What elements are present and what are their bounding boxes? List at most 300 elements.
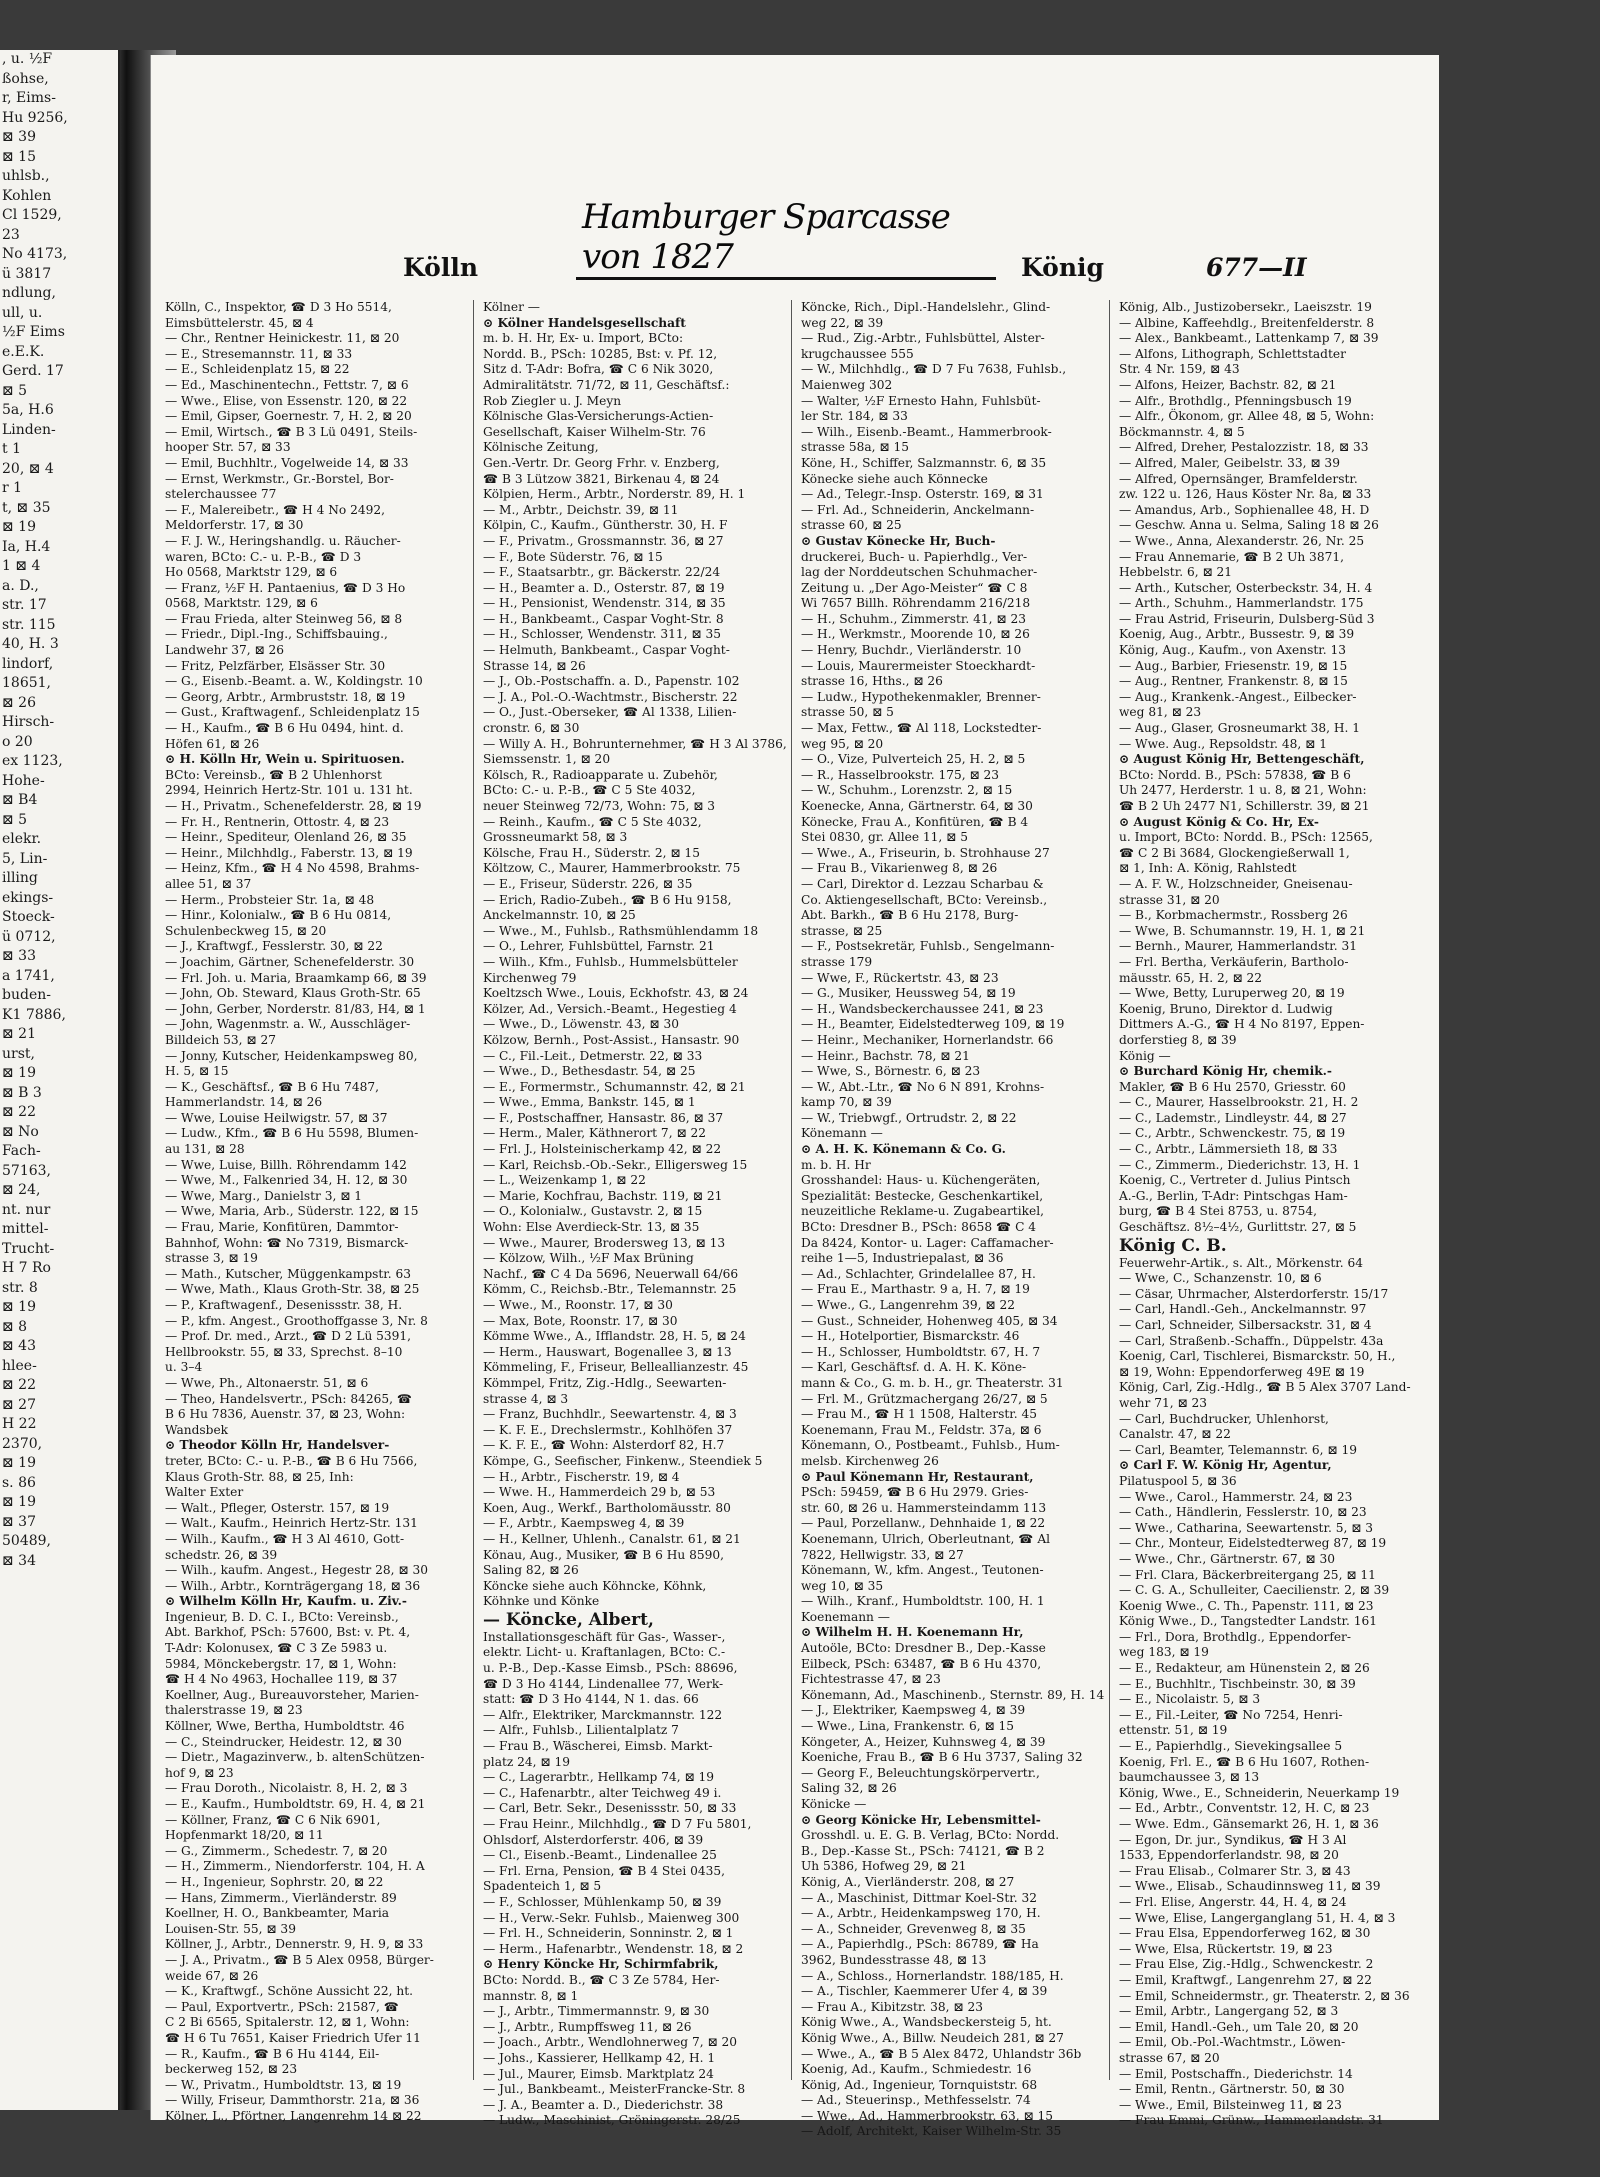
directory-entry-line: u. Import, BCto: Nordd. B., PSch: 12565, <box>1119 830 1373 845</box>
directory-entry-line: Admiralitätstr. 71/72, ⊠ 11, Geschäftsf.: <box>483 377 730 392</box>
directory-entry-line: — H., Wandsbeckerchaussee 241, ⊠ 23 <box>801 1001 1044 1016</box>
left-page-line: ⊠ 33 <box>2 948 36 964</box>
directory-entry-line: Landwehr 37, ⊠ 26 <box>165 643 285 658</box>
directory-entry-line: Siemssenstr. 1, ⊠ 20 <box>483 752 611 767</box>
directory-entry-line: Installationsgeschäft für Gas-, Wasser-, <box>483 1629 726 1644</box>
directory-entry-line: — Frl. J., Holsteinischerkamp 42, ⊠ 22 <box>483 1142 722 1157</box>
left-page-line: ⊠ 5 <box>2 811 28 828</box>
directory-entry-line: elektr. Licht- u. Kraftanlagen, BCto: C.- <box>483 1645 726 1660</box>
directory-entry-line: — A., Papierhdlg., PSch: 86789, ☎ Ha <box>801 1937 1039 1952</box>
directory-entry-line: Autoöle, BCto: Dresdner B., Dep.-Kasse <box>801 1641 1046 1656</box>
directory-entry-line: neuzeitliche Reklame-u. Zugabeartikel, <box>801 1204 1044 1219</box>
directory-entry-line: König C. B. <box>1119 1235 1227 1256</box>
left-page-line: str. 17 <box>2 597 47 613</box>
directory-entry-line: — H., Zimmerm., Niendorferstr. 104, H. A <box>165 1859 425 1874</box>
directory-column-3 <box>797 300 1110 2139</box>
left-page-line: str. 115 <box>2 616 56 633</box>
directory-entry-line: stelerchaussee 77 <box>165 487 277 502</box>
directory-entry-line: — Wwe., Anna, Alexanderstr. 26, Nr. 25 <box>1119 533 1365 548</box>
directory-entry-line: — Cath., Händlerin, Fesslerstr. 10, ⊠ 23 <box>1119 1505 1367 1520</box>
left-page-line: ⊠ 5 <box>2 382 28 399</box>
left-page-line: Hirsch- <box>2 714 55 730</box>
directory-entry-line: Nordd. B., PSch: 10285, Bst: v. Pf. 12, <box>483 346 718 361</box>
directory-entry-line: ⊙ Theodor Kölln Hr, Handelsver- <box>165 1438 390 1453</box>
directory-entry-line: — Aug., Glaser, Grosneumarkt 38, H. 1 <box>1119 721 1360 736</box>
page-number: 677—II <box>1206 253 1307 282</box>
directory-entry-line: ⊙ A. H. K. Könemann & Co. G. <box>801 1142 1006 1157</box>
left-page-line: ⊠ No <box>2 1123 39 1140</box>
directory-entry-line: — E., Kaufm., Humboldtstr. 69, H. 4, ⊠ 21 <box>165 1797 426 1811</box>
directory-entry-line: Koellner, H. O., Bankbeamter, Maria <box>165 1906 390 1921</box>
directory-entry-line: — Frau Else, Zig.-Hdlg., Schwenckestr. 2 <box>1119 1957 1374 1972</box>
directory-entry-line: Uh 2477, Herderstr. 1 u. 8, ⊠ 21, Wohn: <box>1119 783 1367 798</box>
directory-entry-line: — Wwe, Maria, Arb., Süderstr. 122, ⊠ 15 <box>165 1204 419 1219</box>
directory-entry-line: — O., Vize, Pulverteich 25, H. 2, ⊠ 5 <box>801 752 1026 767</box>
directory-entry-line: — Georg F., Beleuchtungskörpervertr., <box>801 1765 1040 1780</box>
directory-entry-line: — Frl. Joh. u. Maria, Braamkamp 66, ⊠ 39 <box>165 970 427 985</box>
directory-entry-line: Koenig, Carl, Tischlerei, Bismarckstr. 50, H., <box>1119 1349 1396 1364</box>
directory-entry-line: — Franz, Buchhdlr., Seewartenstr. 4, ⊠ 3 <box>483 1407 737 1422</box>
left-page-line: ⊠ 19 <box>2 519 36 535</box>
directory-entry-line: — E., Formermstr., Schumannstr. 42, ⊠ 21 <box>483 1079 746 1094</box>
directory-entry-line: Wandsbek <box>165 1422 229 1437</box>
left-page-line: str. 8 <box>2 1279 38 1296</box>
directory-entry-line: — Adolf, Architekt, Kaiser Wilhelm-Str. 35 <box>801 2124 1062 2139</box>
left-page-line: ü 0712, <box>2 928 56 945</box>
directory-entry-line: — E., Nicolaistr. 5, ⊠ 3 <box>1119 1692 1261 1707</box>
directory-entry-line: u. 3–4 <box>165 1360 203 1375</box>
directory-entry-line: — Amandus, Arb., Sophienallee 48, H. D <box>1119 502 1370 517</box>
directory-entry-line: — Max, Bote, Roonstr. 17, ⊠ 30 <box>483 1313 678 1328</box>
directory-entry-line: Kölner — <box>483 300 540 314</box>
directory-entry-line: — Wwe, C., Schanzenstr. 10, ⊠ 6 <box>1119 1271 1322 1286</box>
directory-entry-line: — Wwe. Aug., Repsoldstr. 48, ⊠ 1 <box>1119 736 1328 751</box>
directory-entry-line: — Wwe., D., Löwenstr. 43, ⊠ 30 <box>483 1017 679 1032</box>
directory-entry-line: — H., Pensionist, Wendenstr. 314, ⊠ 35 <box>483 596 726 611</box>
directory-entry-line: m. b. H. Hr, Ex- u. Import, BCto: <box>483 331 684 346</box>
header-left-word: Kölln <box>403 253 479 282</box>
directory-entry-line: — E., Fil.-Leiter, ☎ No 7254, Henri- <box>1119 1707 1343 1722</box>
directory-entry-line: Kölzer, Ad., Versich.-Beamt., Hegestieg 4 <box>483 1001 737 1016</box>
left-page-line: urst, <box>2 1045 35 1062</box>
directory-entry-line: Kölsche, Frau H., Süderstr. 2, ⊠ 15 <box>483 845 700 860</box>
directory-entry-line: — Frau Elisab., Colmarer Str. 3, ⊠ 43 <box>1119 1863 1351 1878</box>
directory-entry-line: Könemann, O., Postbeamt., Fuhlsb., Hum- <box>801 1438 1060 1453</box>
directory-entry-line: — K., Geschäftsf., ☎ B 6 Hu 7487, <box>165 1079 380 1094</box>
directory-entry-line: BCto: C.- u. P.-B., ☎ C 5 Ste 4032, <box>483 783 696 798</box>
directory-entry-line: — Cäsar, Uhrmacher, Alsterdorferstr. 15/17 <box>1119 1286 1389 1301</box>
left-page-line: Stoeck- <box>2 909 55 925</box>
directory-entry-line: str. 60, ⊠ 26 u. Hammersteindamm 113 <box>801 1500 1047 1515</box>
directory-entry-line: cronstr. 6, ⊠ 30 <box>483 721 580 736</box>
directory-entry-line: ⊙ Carl F. W. König Hr, Agentur, <box>1119 1458 1332 1473</box>
directory-entry-line: — John, Gerber, Norderstr. 81/83, H4, ⊠ 1 <box>165 1001 426 1016</box>
directory-entry-line: hof 9, ⊠ 23 <box>165 1765 234 1780</box>
left-page-line: uhlsb., <box>2 168 50 184</box>
directory-entry-line: — Cl., Eisenb.-Beamt., Lindenallee 25 <box>483 1848 717 1863</box>
directory-entry-line: Kömme Wwe., A., Ifflandstr. 28, H. 5, ⊠ 24 <box>483 1329 746 1344</box>
directory-entry-line: au 131, ⊠ 28 <box>165 1142 245 1157</box>
directory-entry-line: — Ludw., Hypothekenmakler, Brenner- <box>801 689 1041 704</box>
directory-entry-line: — J. A., Beamter a. D., Diederichstr. 38 <box>483 2097 724 2112</box>
directory-entry-line: 3962, Bundesstrasse 48, ⊠ 13 <box>801 1952 987 1967</box>
directory-entry-line: Koenig Wwe., C. Th., Papenstr. 111, ⊠ 23 <box>1119 1598 1374 1613</box>
left-page-line: ⊠ 26 <box>2 694 36 711</box>
directory-entry-line: — H., Beamter a. D., Osterstr. 87, ⊠ 19 <box>483 580 725 595</box>
left-page-line: Kohlen <box>2 187 52 204</box>
left-page-line: 20, ⊠ 4 <box>2 460 54 477</box>
directory-entry-line: C 2 Bi 6565, Spitalerstr. 12, ⊠ 1, Wohn: <box>165 2015 410 2030</box>
directory-entry-line: — F., Privatm., Grossmannstr. 36, ⊠ 27 <box>483 533 724 548</box>
directory-entry-line: — Ed., Maschinentechn., Fettstr. 7, ⊠ 6 <box>165 377 409 392</box>
directory-entry-line: — H., Kellner, Uhlenh., Canalstr. 61, ⊠ 21 <box>483 1531 741 1546</box>
directory-entry-line: platz 24, ⊠ 19 <box>483 1754 571 1769</box>
directory-entry-line: — Wwe., A., Friseurin, b. Strohhause 27 <box>801 845 1050 860</box>
directory-entry-line: — Wwe., G., Langenrehm 39, ⊠ 22 <box>801 1298 1016 1312</box>
left-page-line: 5a, H.6 <box>2 402 54 418</box>
directory-entry-line: — Ad., Telegr.-Insp. Osterstr. 169, ⊠ 31 <box>801 487 1044 502</box>
directory-entry-line: Könemann — <box>801 1126 883 1141</box>
left-page-line: Trucht- <box>2 1240 55 1257</box>
left-page-line: 2370, <box>2 1435 43 1452</box>
directory-entry-line: — H., Kaufm., ☎ B 6 Hu 0494, hint. d. <box>165 721 404 736</box>
directory-entry-line: — Emil, Kraftwgf., Langenrehm 27, ⊠ 22 <box>1119 1972 1372 1987</box>
directory-entry-line: Billdeich 53, ⊠ 27 <box>165 1032 276 1047</box>
left-page-line: ⊠ 24, <box>2 1182 41 1198</box>
directory-entry-line: Koenemann, Frau M., Feldstr. 37a, ⊠ 6 <box>801 1422 1042 1437</box>
directory-entry-line: — Frl. Erna, Pension, ☎ B 4 Stei 0435, <box>483 1863 726 1878</box>
directory-entry-line: — F., Bote Süderstr. 76, ⊠ 15 <box>483 549 663 564</box>
directory-entry-line: — P., Kraftwagenf., Desenissstr. 38, H. <box>165 1298 403 1312</box>
directory-entry-line: — Herm., Hauswart, Bogenallee 3, ⊠ 13 <box>483 1344 732 1359</box>
directory-entry-line: König, Aug., Kaufm., von Axenstr. 13 <box>1119 643 1346 658</box>
directory-entry-line: strasse 31, ⊠ 20 <box>1119 892 1220 907</box>
directory-entry-line: Grosshandel: Haus- u. Küchengeräten, <box>801 1173 1041 1188</box>
directory-entry-line: König Wwe., A., Billw. Neudeich 281, ⊠ 27 <box>801 2030 1064 2045</box>
directory-entry-line: ☎ B 2 Uh 2477 N1, Schillerstr. 39, ⊠ 21 <box>1119 799 1370 813</box>
directory-entry-line: schedstr. 26, ⊠ 39 <box>165 1547 278 1562</box>
directory-entry-line: Köncke, Rich., Dipl.-Handelslehr., Glind- <box>801 300 1051 314</box>
directory-entry-line: ☎ B 3 Lützow 3821, Birkenau 4, ⊠ 24 <box>483 471 720 486</box>
directory-entry-line: ⊙ Wilhelm Kölln Hr, Kaufm. u. Ziv.- <box>165 1594 407 1609</box>
directory-entry-line: — Wwe., A., ☎ B 5 Alex 8472, Uhlandstr 36b <box>801 2046 1082 2061</box>
directory-entry-line: ler Str. 184, ⊠ 33 <box>801 409 908 424</box>
directory-entry-line: — Wwe. Edm., Gänsemarkt 26, H. 1, ⊠ 36 <box>1119 1817 1379 1831</box>
left-page-line: ⊠ B4 <box>2 792 38 808</box>
directory-entry-line: — Karl, Reichsb.-Ob.-Sekr., Elligersweg 15 <box>483 1157 748 1172</box>
directory-entry-line: — Hans, Zimmerm., Vierländerstr. 89 <box>165 1890 397 1905</box>
directory-entry-line: — E., Friseur, Süderstr. 226, ⊠ 35 <box>483 876 693 891</box>
directory-entry-line: Köne, H., Schiffer, Salzmannstr. 6, ⊠ 35 <box>801 455 1047 470</box>
left-page-line: 40, H. 3 <box>2 636 59 652</box>
left-page-line: nt. nur <box>2 1201 51 1218</box>
directory-entry-line: — W., Triebwgf., Ortrudstr. 2, ⊠ 22 <box>801 1110 1017 1125</box>
directory-entry-line: — J. A., Pol.-O.-Wachtmstr., Bischerstr. 22 <box>483 689 738 704</box>
directory-entry-line: — C. G. A., Schulleiter, Caecilienstr. 2, ⊠ 39 <box>1119 1583 1390 1598</box>
directory-entry-line: thalerstrasse 19, ⊠ 23 <box>165 1703 303 1718</box>
directory-entry-line: — Wwe, Elise, Langerganglang 51, H. 4, ⊠ 3 <box>1119 1910 1396 1925</box>
directory-entry-line: — F., Malereibetr., ☎ H 4 No 2492, <box>165 502 386 517</box>
directory-entry-line: — Emil, Arbtr., Langergang 52, ⊠ 3 <box>1119 2004 1339 2019</box>
directory-entry-line: König, Alb., Justizobersekr., Laeiszstr. 19 <box>1119 300 1372 314</box>
directory-entry-line: treter, BCto: C.- u. P.-B., ☎ B 6 Hu 7566, <box>165 1453 418 1468</box>
directory-entry-line: — Wwe., Emma, Bankstr. 145, ⊠ 1 <box>483 1095 696 1110</box>
directory-entry-line: A.-G., Berlin, T-Adr: Pintschgas Ham- <box>1119 1188 1348 1203</box>
directory-entry-line: — Köncke, Albert, <box>483 1609 654 1630</box>
directory-entry-line: — Alfr., Ökonom, gr. Allee 48, ⊠ 5, Wohn: <box>1119 409 1375 424</box>
directory-entry-line: — E., Schleidenplatz 15, ⊠ 22 <box>165 362 350 377</box>
directory-entry-line: ⊙ August König Hr, Bettengeschäft, <box>1119 752 1365 767</box>
directory-entry-line: — Fritz, Pelzfärber, Elsässer Str. 30 <box>165 658 386 673</box>
directory-entry-line: — Chr., Monteur, Eidelstedterweg 87, ⊠ 19 <box>1119 1536 1387 1551</box>
directory-entry-line: — Theo, Handelsvertr., PSch: 84265, ☎ <box>165 1391 413 1406</box>
directory-entry-line: wehr 71, ⊠ 23 <box>1119 1395 1208 1410</box>
logo-text: Hamburger Sparcasse von 1827 <box>576 197 996 280</box>
left-page-line: o 20 <box>2 733 33 750</box>
directory-entry-line: — H., Schlosser, Wendenstr. 311, ⊠ 35 <box>483 627 721 642</box>
directory-entry-line: — Emil, Gipser, Goernestr. 7, H. 2, ⊠ 20 <box>165 409 412 424</box>
left-page-line: ekings- <box>2 889 54 906</box>
directory-entry-line: Koellner, Aug., Bureauvorsteher, Marien- <box>165 1687 419 1702</box>
directory-entry-line: König, A., Vierländerstr. 208, ⊠ 27 <box>801 1874 1015 1889</box>
directory-entry-line: Könecke, Frau A., Konfitüren, ☎ B 4 <box>801 814 1029 829</box>
directory-entry-line: — Emil, Wirtsch., ☎ B 3 Lü 0491, Steils- <box>165 424 418 439</box>
directory-entry-line: — John, Wagenmstr. a. W., Ausschläger- <box>165 1017 411 1032</box>
directory-entry-line: Könicke — <box>801 1797 867 1811</box>
directory-entry-line: Köncke siehe auch Köhncke, Köhnk, <box>483 1578 707 1593</box>
directory-entry-line: — W., Schuhm., Lorenzstr. 2, ⊠ 15 <box>801 783 1013 798</box>
directory-entry-line: Hellbrookstr. 55, ⊠ 33, Sprechst. 8–10 <box>165 1344 403 1359</box>
directory-entry-line: — J., Arbtr., Timmermannstr. 9, ⊠ 30 <box>483 2004 710 2019</box>
directory-entry-line: Eilbeck, PSch: 63487, ☎ B 6 Hu 4370, <box>801 1656 1042 1671</box>
left-page-line: Fach- <box>2 1143 41 1159</box>
directory-entry-line: mäusstr. 65, H. 2, ⊠ 22 <box>1119 970 1263 985</box>
directory-entry-line: — Max, Fettw., ☎ Al 118, Lockstedter- <box>801 721 1042 736</box>
left-page-line: 50489, <box>2 1533 51 1549</box>
directory-entry-line: König, Wwe., E., Schneiderin, Neuerkamp 19 <box>1119 1785 1400 1800</box>
directory-entry-line: — Dietr., Magazinverw., b. altenSchützen- <box>165 1750 425 1765</box>
directory-entry-line: — Wwe., Emil, Bilsteinweg 11, ⊠ 23 <box>1119 2097 1342 2112</box>
directory-entry-line: — Frau E., Marthastr. 9 a, H. 7, ⊠ 19 <box>801 1282 1030 1297</box>
directory-entry-line: Grosshdl. u. E. G. B. Verlag, BCto: Nordd. <box>801 1828 1060 1843</box>
left-page-line: 1 ⊠ 4 <box>2 558 41 574</box>
directory-entry-line: BCto: Vereinsb., ☎ B 2 Uhlenhorst <box>165 767 382 782</box>
directory-entry-line: — Wilh., Arbtr., Kornträgergang 18, ⊠ 36 <box>165 1578 421 1593</box>
directory-entry-line: — J., Arbtr., Rumpffsweg 11, ⊠ 26 <box>483 2019 692 2034</box>
directory-entry-line: — Alfr., Elektriker, Marckmannstr. 122 <box>483 1707 723 1722</box>
directory-entry-line: — Frau M., ☎ H 1 1508, Halterstr. 45 <box>801 1407 1038 1422</box>
directory-column-4 <box>1115 300 1427 2128</box>
directory-entry-line: — Franz, ½F H. Pantaenius, ☎ D 3 Ho <box>165 580 406 595</box>
directory-entry-line: reihe 1—5, Industriepalast, ⊠ 36 <box>801 1251 1004 1266</box>
directory-columns <box>161 300 1431 2139</box>
directory-entry-line: — C., Zimmerm., Diederichstr. 13, H. 1 <box>1119 1157 1361 1172</box>
directory-entry-line: Koenemann — <box>801 1609 890 1624</box>
directory-entry-line: Kömm, C., Reichsb.-Btr., Telemannstr. 25 <box>483 1282 737 1297</box>
directory-entry-line: König Wwe., D., Tangstedter Landstr. 161 <box>1119 1614 1378 1629</box>
directory-entry-line: — C., Fil.-Leit., Detmerstr. 22, ⊠ 33 <box>483 1048 703 1063</box>
directory-entry-line: statt: ☎ D 3 Ho 4144, N 1. das. 66 <box>483 1692 699 1707</box>
directory-entry-line: — Wilh., Kaufm., ☎ H 3 Al 4610, Gott- <box>165 1531 405 1546</box>
directory-entry-line: Anckelmannstr. 10, ⊠ 25 <box>483 908 636 923</box>
directory-entry-line: Grossneumarkt 58, ⊠ 3 <box>483 830 628 845</box>
directory-entry-line: H. 5, ⊠ 15 <box>165 1064 229 1079</box>
directory-entry-line: — Ed., Arbtr., Conventstr. 12, H. C, ⊠ 23 <box>1119 1801 1370 1816</box>
directory-entry-line: Meldorferstr. 17, ⊠ 30 <box>165 518 304 533</box>
directory-entry-line: Köngeter, A., Heizer, Kuhnsweg 4, ⊠ 39 <box>801 1734 1046 1749</box>
directory-entry-line: — A., Tischler, Kaemmerer Ufer 4, ⊠ 39 <box>801 1984 1048 1999</box>
directory-entry-line: Saling 82, ⊠ 26 <box>483 1563 579 1578</box>
directory-entry-line: — C., Steindrucker, Heidestr. 12, ⊠ 30 <box>165 1734 402 1749</box>
directory-entry-line: Bahnhof, Wohn: ☎ No 7319, Bismarck- <box>165 1235 409 1250</box>
directory-entry-line: allee 51, ⊠ 37 <box>165 876 252 891</box>
directory-entry-line: Spadenteich 1, ⊠ 5 <box>483 1879 602 1894</box>
left-page-line: ⊠ 19 <box>2 1494 36 1510</box>
directory-entry-line: — Arth., Schuhm., Hammerlandstr. 175 <box>1119 596 1364 611</box>
directory-entry-line: — Wwe. H., Hammerdeich 29 b, ⊠ 53 <box>483 1485 716 1500</box>
directory-entry-line: — K., Kraftwgf., Schöne Aussicht 22, ht. <box>165 1984 414 1999</box>
directory-entry-line: König, Ad., Ingenieur, Tornquiststr. 68 <box>801 2077 1038 2092</box>
directory-entry-line: Walter Exter <box>165 1485 244 1500</box>
directory-entry-line: — Wwe., Lina, Frankenstr. 6, ⊠ 15 <box>801 1719 1015 1734</box>
directory-entry-line: Abt. Barkh., ☎ B 6 Hu 2178, Burg- <box>801 908 1019 923</box>
directory-entry-line: Koenecke, Anna, Gärtnerstr. 64, ⊠ 30 <box>801 799 1033 813</box>
left-page-line: ü 3817 <box>2 265 52 282</box>
directory-entry-line: Könemann, W., kfm. Angest., Teutonen- <box>801 1563 1044 1578</box>
left-page-line: ndlung, <box>2 285 56 301</box>
directory-entry-line: — E., Redakteur, am Hünenstein 2, ⊠ 26 <box>1119 1661 1370 1676</box>
directory-entry-line: — F., Schlosser, Mühlenkamp 50, ⊠ 39 <box>483 1894 722 1909</box>
directory-entry-line: — Frau Doroth., Nicolaistr. 8, H. 2, ⊠ 3 <box>165 1781 408 1796</box>
directory-entry-line: — Frl. Elise, Angerstr. 44, H. 4, ⊠ 24 <box>1119 1894 1347 1909</box>
directory-entry-line: strasse, ⊠ 25 <box>801 923 883 938</box>
directory-entry-line: — A., Schloss., Hornerlandstr. 188/185, H. <box>801 1968 1064 1983</box>
directory-entry-line: — Frau B., Wäscherei, Eimsb. Markt- <box>483 1739 713 1754</box>
directory-entry-line: Co. Aktiengesellschaft, BCto: Vereinsb., <box>801 892 1048 907</box>
left-page-line: ull, u. <box>2 304 43 321</box>
directory-entry-line: — Frau Heinr., Milchhdlg., ☎ D 7 Fu 5801, <box>483 1817 752 1831</box>
directory-entry-line: — Carl, Straßenb.-Schaffn., Düppelstr. 43a <box>1119 1333 1384 1348</box>
left-page-line: H 7 Ro <box>2 1260 51 1276</box>
left-page-line: ⊠ 27 <box>2 1396 36 1413</box>
directory-entry-line: Kölpien, Herm., Arbtr., Norderstr. 89, H. 1 <box>483 487 746 502</box>
directory-entry-line: Feuerwehr-Artik., s. Alt., Mörkenstr. 64 <box>1119 1255 1363 1270</box>
directory-entry-line: — Frau B., Vikarienweg 8, ⊠ 26 <box>801 861 998 876</box>
directory-entry-line: Könemann, Ad., Maschinenb., Sternstr. 89, H. 14 <box>801 1687 1105 1702</box>
directory-entry-line: BCto: Nordd. B., ☎ C 3 Ze 5784, Her- <box>483 1972 720 1987</box>
directory-entry-line: — Albine, Kaffeehdlg., Breitenfelderstr. 8 <box>1119 315 1375 330</box>
directory-entry-line: — Wwe, Math., Klaus Groth-Str. 38, ⊠ 25 <box>165 1282 420 1297</box>
directory-entry-line: — Math., Kutscher, Müggenkampstr. 63 <box>165 1266 412 1281</box>
directory-entry-line: — Fr. H., Rentnerin, Ottostr. 4, ⊠ 23 <box>165 814 390 829</box>
directory-entry-line: Kömpe, G., Seefischer, Finkenw., Steendiek 5 <box>483 1453 763 1468</box>
directory-entry-line: Wi 7657 Billh. Röhrendamm 216/218 <box>801 596 1031 611</box>
directory-entry-line: krugchaussee 555 <box>801 346 914 361</box>
sparcasse-logo <box>576 197 996 280</box>
directory-entry-line: — H., Bankbeamt., Caspar Voght-Str. 8 <box>483 611 724 626</box>
directory-entry-line: — R., Kaufm., ☎ B 6 Hu 4144, Eil- <box>165 2046 380 2061</box>
directory-entry-line: — Rud., Zig.-Arbtr., Fuhlsbüttel, Alster- <box>801 331 1045 346</box>
directory-entry-line: ⊙ Burchard König Hr, chemik.- <box>1119 1064 1332 1079</box>
directory-entry-line: Pilatuspool 5, ⊠ 36 <box>1119 1473 1237 1488</box>
directory-entry-line: — Wilh., Eisenb.-Beamt., Hammerbrook- <box>801 424 1052 439</box>
directory-entry-line: beckerweg 152, ⊠ 23 <box>165 2062 298 2077</box>
directory-entry-line: — Ad., Schlachter, Grindelallee 87, H. <box>801 1266 1036 1281</box>
directory-entry-line: — Egon, Dr. jur., Syndikus, ☎ H 3 Al <box>1119 1832 1347 1847</box>
directory-entry-line: — J. A., Privatm., ☎ B 5 Alex 0958, Bürger- <box>165 1952 434 1967</box>
directory-entry-line: — F., Arbtr., Kaempsweg 4, ⊠ 39 <box>483 1516 685 1531</box>
directory-entry-line: Böckmannstr. 4, ⊠ 5 <box>1119 424 1245 439</box>
directory-entry-line: — Frau A., Kibitzstr. 38, ⊠ 23 <box>801 1999 984 2014</box>
left-page-line: ⊠ 19 <box>2 1455 36 1471</box>
left-page-line: ex 1123, <box>2 753 63 769</box>
directory-entry-line: — Carl, Buchdrucker, Uhlenhorst, <box>1119 1411 1329 1426</box>
directory-entry-line: — Frl. Clara, Bäckerbreitergang 25, ⊠ 11 <box>1119 1567 1376 1582</box>
directory-entry-line: — C., Arbtr., Lämmersieth 18, ⊠ 33 <box>1119 1142 1338 1157</box>
left-page-line: ⊠ 8 <box>2 1318 28 1335</box>
directory-entry-line: ettenstr. 51, ⊠ 19 <box>1119 1723 1228 1738</box>
directory-entry-line: — Friedr., Dipl.-Ing., Schiffsbauing., <box>165 627 388 642</box>
directory-entry-line: — Wwe, S., Börnestr. 6, ⊠ 23 <box>801 1064 981 1079</box>
left-page-line: H 22 <box>2 1416 37 1432</box>
directory-entry-line: Koenemann, Ulrich, Oberleutnant, ☎ Al <box>801 1531 1051 1546</box>
directory-entry-line: ☎ H 6 Tu 7651, Kaiser Friedrich Ufer 11 <box>165 2030 421 2045</box>
directory-entry-line: — Aug., Krankenk.-Angest., Eilbecker- <box>1119 689 1357 704</box>
directory-entry-line: ☎ D 3 Ho 4144, Lindenallee 77, Werk- <box>483 1676 724 1691</box>
directory-entry-line: — Wwe., Elisab., Schaudinnsweg 11, ⊠ 39 <box>1119 1879 1381 1894</box>
left-page-line: buden- <box>2 987 51 1003</box>
directory-entry-line: Könecke siehe auch Könnecke <box>801 471 988 486</box>
directory-entry-line: — Heinz, Kfm., ☎ H 4 No 4598, Brahms- <box>165 861 420 876</box>
directory-entry-line: baumchaussee 3, ⊠ 13 <box>1119 1770 1260 1785</box>
left-page-line: r, Eims- <box>2 90 56 106</box>
directory-entry-line: ⊙ Henry Köncke Hr, Schirmfabrik, <box>483 1957 719 1972</box>
directory-entry-line: Canalstr. 47, ⊠ 22 <box>1119 1427 1231 1442</box>
directory-entry-line: Strasse 14, ⊠ 26 <box>483 658 586 673</box>
directory-entry-line: weg 81, ⊠ 23 <box>1119 705 1202 720</box>
directory-entry-line: — G., Zimmerm., Schedestr. 7, ⊠ 20 <box>165 1843 388 1858</box>
directory-entry-line: Klaus Groth-Str. 88, ⊠ 25, Inh: <box>165 1469 354 1484</box>
directory-entry-line: strasse 67, ⊠ 20 <box>1119 2050 1220 2065</box>
directory-entry-line: — Wwe, Luise, Billh. Röhrendamm 142 <box>165 1157 407 1172</box>
directory-entry-line: ⊙ Wilhelm H. H. Koenemann Hr, <box>801 1625 1024 1640</box>
directory-entry-line: Makler, ☎ B 6 Hu 2570, Griesstr. 60 <box>1119 1079 1346 1094</box>
directory-entry-line: Uh 5386, Hofweg 29, ⊠ 21 <box>801 1859 967 1874</box>
left-page-line: , u. ½F <box>2 51 53 67</box>
directory-entry-line: ☎ C 2 Bi 3684, Glockengießerwall 1, <box>1119 845 1350 860</box>
directory-entry-line: — Alfr., Brothdlg., Pfenningsbusch 19 <box>1119 393 1352 408</box>
directory-entry-line: — A., Maschinist, Dittmar Koel-Str. 32 <box>801 1890 1038 1905</box>
directory-entry-line: hooper Str. 57, ⊠ 33 <box>165 440 291 455</box>
directory-entry-line: BCto: Dresdner B., PSch: 8658 ☎ C 4 <box>801 1220 1037 1235</box>
directory-entry-line: — K. F. E., ☎ Wohn: Alsterdorf 82, H.7 <box>483 1438 725 1453</box>
directory-entry-line: Koeltzsch Wwe., Louis, Eckhofstr. 43, ⊠ 24 <box>483 986 749 1001</box>
directory-entry-line: — Walter, ½F Ernesto Hahn, Fuhlsbüt- <box>801 393 1041 408</box>
left-page-line: Hohe- <box>2 772 45 789</box>
directory-entry-line: neuer Steinweg 72/73, Wohn: 75, ⊠ 3 <box>483 799 716 813</box>
directory-entry-line: Saling 32, ⊠ 26 <box>801 1781 897 1796</box>
directory-entry-line: — W., Abt.-Ltr., ☎ No 6 N 891, Krohns- <box>801 1079 1045 1094</box>
directory-entry-line: Könau, Aug., Musiker, ☎ B 6 Hu 8590, <box>483 1547 724 1562</box>
directory-entry-line: — Wwe, Louise Heilwigstr. 57, ⊠ 37 <box>165 1110 388 1125</box>
left-page-line: ⊠ 39 <box>2 129 36 145</box>
directory-entry-line: — Carl, Betr. Sekr., Desenissstr. 50, ⊠ 33 <box>483 1801 737 1816</box>
directory-entry-line: — E., Papierhdlg., Sievekingsallee 5 <box>1119 1739 1343 1754</box>
directory-column-2 <box>479 300 792 2128</box>
directory-entry-line: — Wwe., M., Roonstr. 17, ⊠ 30 <box>483 1298 673 1312</box>
left-page-line: ⊠ 34 <box>2 1552 36 1569</box>
directory-entry-line: — Heinr., Mechaniker, Hornerlandstr. 66 <box>801 1032 1054 1047</box>
